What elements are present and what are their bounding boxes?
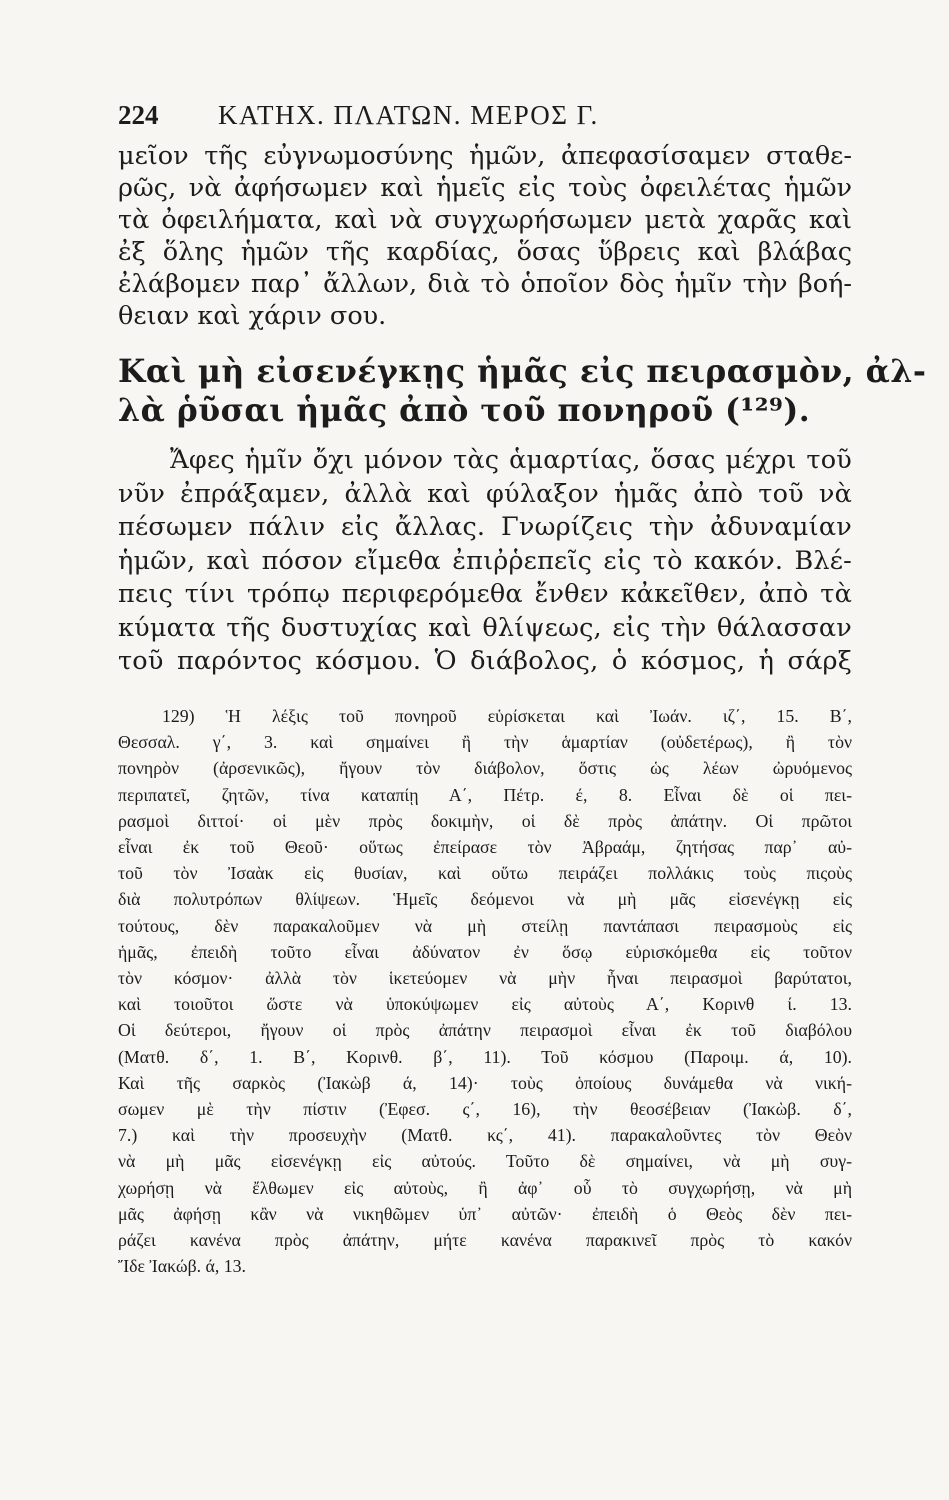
heading-line: Καὶ μὴ εἰσενέγκῃς ἡμᾶς εἰς πειρασμὸν, ἀλ- bbox=[118, 353, 927, 390]
footnote-line: 7.) καὶ τὴν προσευχὴν (Ματθ. κς΄, 41). παρακαλοῦντες τὸν Θεὸν bbox=[118, 1125, 852, 1146]
footnote-line: τοῦ τὸν Ἰσαὰκ εἰς θυσίαν, καὶ οὕτω πειράζει πολλάκις τοὺς πιςοὺς bbox=[118, 863, 852, 884]
footnote-line: χωρήσῃ νὰ ἔλθωμεν εἰς αὐτοὺς, ἢ ἀφ᾽ οὗ τὸ συγχωρήσῃ, νὰ μὴ bbox=[118, 1177, 852, 1198]
text-line: ρῶς, νὰ ἀφήσωμεν καὶ ἡμεῖς εἰς τοὺς ὀφειλέτας ἡμῶν bbox=[118, 173, 852, 203]
text-line: θειαν καὶ χάριν σου. bbox=[118, 301, 387, 331]
footnote-line: Καὶ τῆς σαρκὸς (Ἰακὼβ ά, 14)· τοὺς ὁποίους δυνάμεθα νὰ νική- bbox=[118, 1072, 852, 1093]
heading-line: λὰ ῥῦσαι ἡμᾶς ἀπὸ τοῦ πονηροῦ (¹²⁹). bbox=[118, 392, 811, 429]
text-line: τὰ ὀφειλήματα, καὶ νὰ συγχωρήσωμεν μετὰ χαρᾶς καὶ bbox=[118, 205, 852, 235]
footnote-line: 129) Ἡ λέξις τοῦ πονηροῦ εὑρίσκεται καὶ Ἰωάν. ιζ΄, 15. Β΄, bbox=[162, 706, 852, 726]
text-line: πέσωμεν πάλιν εἰς ἄλλας. Γνωρίζεις τὴν ἀδυναμίαν bbox=[118, 512, 852, 542]
footnote-line: περιπατεῖ, ζητῶν, τίνα καταπίῃ Α΄, Πέτρ. έ, 8. Εἶναι δὲ οἱ πει- bbox=[118, 784, 852, 805]
footnote-line: πονηρὸν (ἀρσενικῶς), ἤγουν τὸν διάβολον, ὅστις ὡς λέων ὠρυόμενος bbox=[118, 758, 852, 779]
text-line: ἐλάβομεν παρ᾽ ἄλλων, διὰ τὸ ὁποῖον δὸς ἡμῖν τὴν βοή- bbox=[118, 269, 852, 299]
footnote-line: διὰ πολυτρόπων θλίψεων. Ἡμεῖς δεόμενοι νὰ μὴ μᾶς εἰσενέγκῃ εἰς bbox=[118, 889, 852, 910]
footnote-line: Ἴδε Ἰακώβ. ά, 13. bbox=[118, 1256, 246, 1277]
footnote-line: ρασμοὶ διττοί· οἱ μὲν πρὸς δοκιμὴν, οἱ δὲ πρὸς ἀπάτην. Οἱ πρῶτοι bbox=[118, 810, 852, 831]
footnote-line: (Ματθ. δ΄, 1. Β΄, Κορινθ. β΄, 11). Τοῦ κόσμου (Παροιμ. ά, 10). bbox=[118, 1046, 852, 1067]
footnote-line: ἡμᾶς, ἐπειδὴ τοῦτο εἶναι ἀδύνατον ἐν ὅσῳ εὑρισκόμεθα εἰς τοῦτον bbox=[118, 941, 852, 962]
text-line: νῦν ἐπράξαμεν, ἀλλὰ καὶ φύλαξον ἡμᾶς ἀπὸ τοῦ νὰ bbox=[118, 478, 852, 509]
text-line: ἡμῶν, καὶ πόσον εἴμεθα ἐπιῤῥεπεῖς εἰς τὸ κακόν. Βλέ- bbox=[118, 545, 852, 576]
footnote-line: μᾶς ἀφήσῃ κἂν νὰ νικηθῶμεν ὑπ᾽ αὐτῶν· ἐπειδὴ ὁ Θεὸς δὲν πει- bbox=[118, 1203, 852, 1224]
running-title: ΚΑΤΗΧ. ΠΛΑΤΩΝ. ΜΕΡΟΣ Γ. bbox=[218, 100, 599, 130]
footnote-line: εἶναι ἐκ τοῦ Θεοῦ· οὕτως ἐπείρασε τὸν Ἀβραάμ, ζητήσας παρ᾽ αὐ- bbox=[118, 837, 852, 858]
text-line: ἐξ ὅλης ἡμῶν τῆς καρδίας, ὅσας ὕβρεις καὶ βλάβας bbox=[118, 237, 852, 267]
footnote-line: Θεσσαλ. γ΄, 3. καὶ σημαίνει ἢ τὴν ἁμαρτίαν (οὐδετέρως), ἢ τὸν bbox=[118, 732, 852, 753]
page-number: 224 bbox=[118, 100, 159, 130]
footnote-line: καὶ τοιοῦτοι ὥστε νὰ ὑποκύψωμεν εἰς αὐτοὺς Α΄, Κορινθ ί. 13. bbox=[118, 994, 852, 1015]
commentary-paragraph bbox=[118, 444, 852, 679]
footnote-line: τὸν κόσμον· ἀλλὰ τὸν ἱκετεύομεν νὰ μὴν ἦναι πειρασμοὶ βαρύτατοι, bbox=[118, 968, 852, 989]
text-line: πεις τίνι τρόπῳ περιφερόμεθα ἔνθεν κἀκεῖθεν, ἀπὸ τὰ bbox=[118, 579, 852, 609]
footnote-line: νὰ μὴ μᾶς εἰσενέγκῃ εἰς αὐτούς. Τοῦτο δὲ σημαίνει, νὰ μὴ συγ- bbox=[118, 1151, 852, 1172]
main-text-paragraph bbox=[118, 140, 852, 332]
text-line: Ἄφες ἡμῖν ὄχι μόνον τὰς ἁμαρτίας, ὅσας μέχρι τοῦ bbox=[170, 445, 852, 475]
text-line: κύματα τῆς δυστυχίας καὶ θλίψεως, εἰς τὴν θάλασσαν bbox=[118, 612, 852, 643]
footnote-129 bbox=[118, 703, 852, 1279]
text-line: μεῖον τῆς εὐγνωμοσύνης ἡμῶν, ἀπεφασίσαμεν σταθε- bbox=[118, 141, 852, 171]
running-header bbox=[118, 100, 858, 131]
text-line: τοῦ παρόντος κόσμου. Ὁ διάβολος, ὁ κόσμος, ἡ σάρξ bbox=[118, 646, 852, 676]
footnote-line: τούτους, δὲν παρακαλοῦμεν νὰ μὴ στείλῃ παντάπασι πειρασμοὺς εἰς bbox=[118, 915, 852, 936]
footnote-line: Οἱ δεύτεροι, ἤγουν οἱ πρὸς ἀπάτην πειρασμοὶ εἶναι ἐκ τοῦ διαβόλου bbox=[118, 1020, 852, 1041]
footnote-line: σωμεν μὲ τὴν πίστιν (Ἐφεσ. ς΄, 16), τὴν θεοσέβειαν (Ἰακὼβ. δ΄, bbox=[118, 1099, 852, 1120]
footnote-line: ράζει κανένα πρὸς ἀπάτην, μήτε κανένα παρακινεῖ πρὸς τὸ κακόν bbox=[118, 1230, 852, 1251]
prayer-verse-heading bbox=[118, 352, 927, 430]
